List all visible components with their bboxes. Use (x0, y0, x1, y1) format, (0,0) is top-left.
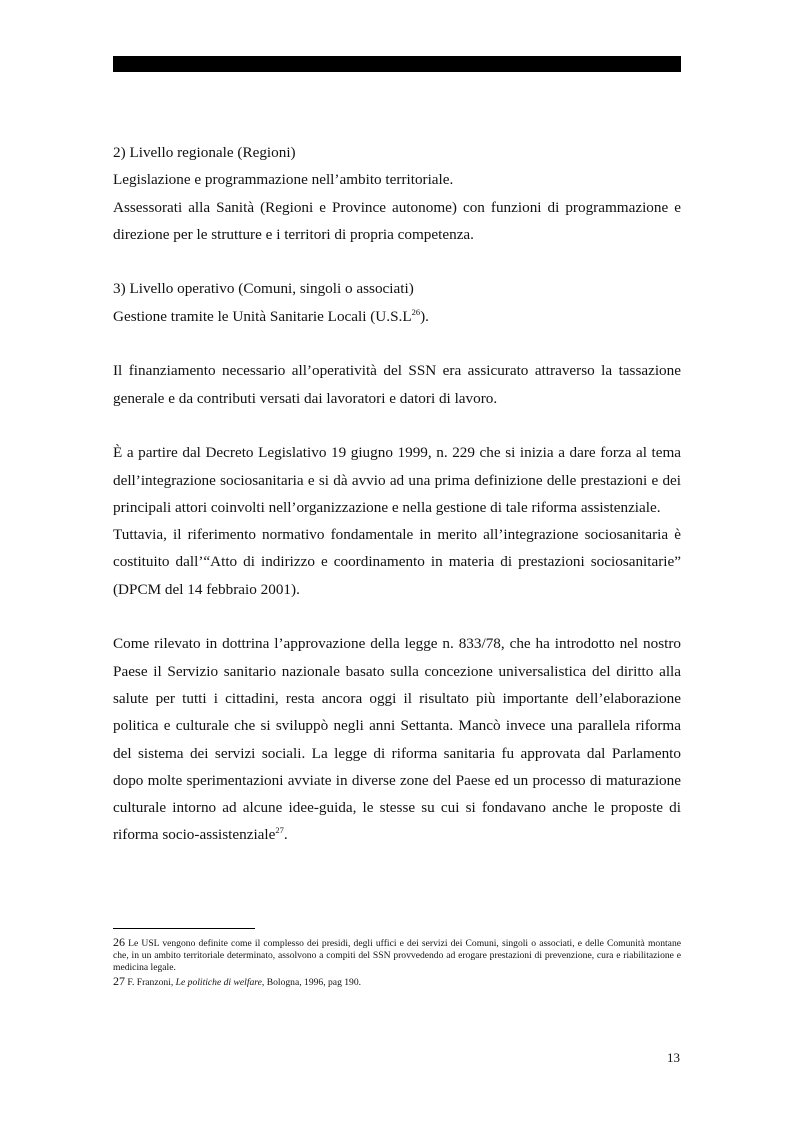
paragraph-doctrine: Come rilevato in dottrina l’approvazione della legge n. 833/78, che ha introdotto nel nostro Paese il Servizio sanitario nazionale basato sulla concezione universalistica del diritto alla salute per tutti i cittadini, resta ancora oggi il risultato più importante dell’elaborazione politica e culturale che si sviluppò negli anni Settanta. Mancò invece una parallela riforma del sistema dei servizi sociali. La legge di riforma sanitaria fu approvata dal Parlamento dopo molte sperimentazioni avviate in diverse zone del Paese ed un processo di maturazione culturale intorno ad alcune idee-guida, le stesse su cui si fondavano anche le proposte di riforma socio-assistenziale$^{27}$. (113, 635, 681, 844)
footnotes (113, 936, 681, 989)
level3-heading: 3) Livello operativo (Comuni, singoli o associati) (113, 280, 414, 298)
footnote-26: 26 Le USL vengono definite come il complesso dei presidi, degli uffici e dei servizi dei Comuni, singoli o associati, e delle Comunità montane che, in un ambito territoriale determinato, assolvono a compiti del SSN provvedendo ad erogare prestazioni di prevenzione, cura e riabilitazione e medicina legale. (113, 935, 681, 974)
footnote-27: 27 F. Franzoni, Le politiche di welfare, Bologna, 1996, pag 190. (113, 973, 362, 988)
level2-line2: Assessorati alla Sanità (Regioni e Province autonome) con funzioni di programmazione e direzione per le strutture e i territori di propria competenza. (113, 198, 681, 243)
level3-line1: Gestione tramite le Unità Sanitarie Locali $(U.S.L^{26})$. (113, 306, 429, 325)
header-bar (113, 56, 681, 72)
paragraph-financing: Il finanziamento necessario all’operatività del SSN era assicurato attraverso la tassazione generale e da contributi versati dai lavoratori e datori di lavoro. (113, 362, 681, 407)
footnote-separator (113, 928, 255, 929)
footnote-ref-27[interactable]: 27 (275, 825, 284, 836)
footnote-ref-26[interactable]: 26 (411, 306, 421, 317)
level2-heading: 2) Livello regionale (Regioni) (113, 144, 296, 161)
paragraph-decree: È a partire dal Decreto Legislativo 19 giugno 1999, n. 229 che si inizia a dare forza al tema dell’integrazione sociosanitaria e si dà avvio ad una prima definizione delle prestazioni e dei principali attori coinvolti nell’organizzazione e nella gestione di tale riforma assistenziale. (113, 444, 681, 516)
body-text (113, 139, 681, 849)
paragraph-reference: Tuttavia, il riferimento normativo fondamentale in merito all’integrazione sociosanitaria è costituito dall’“Atto di indirizzo e coordinamento in materia di prestazioni sociosanitarie” (DPCM del 14 febbraio 2001). (113, 526, 681, 598)
level2-line1: Legislazione e programmazione nell’ambito territoriale. (113, 171, 454, 189)
page-number: 13 (667, 1050, 680, 1065)
